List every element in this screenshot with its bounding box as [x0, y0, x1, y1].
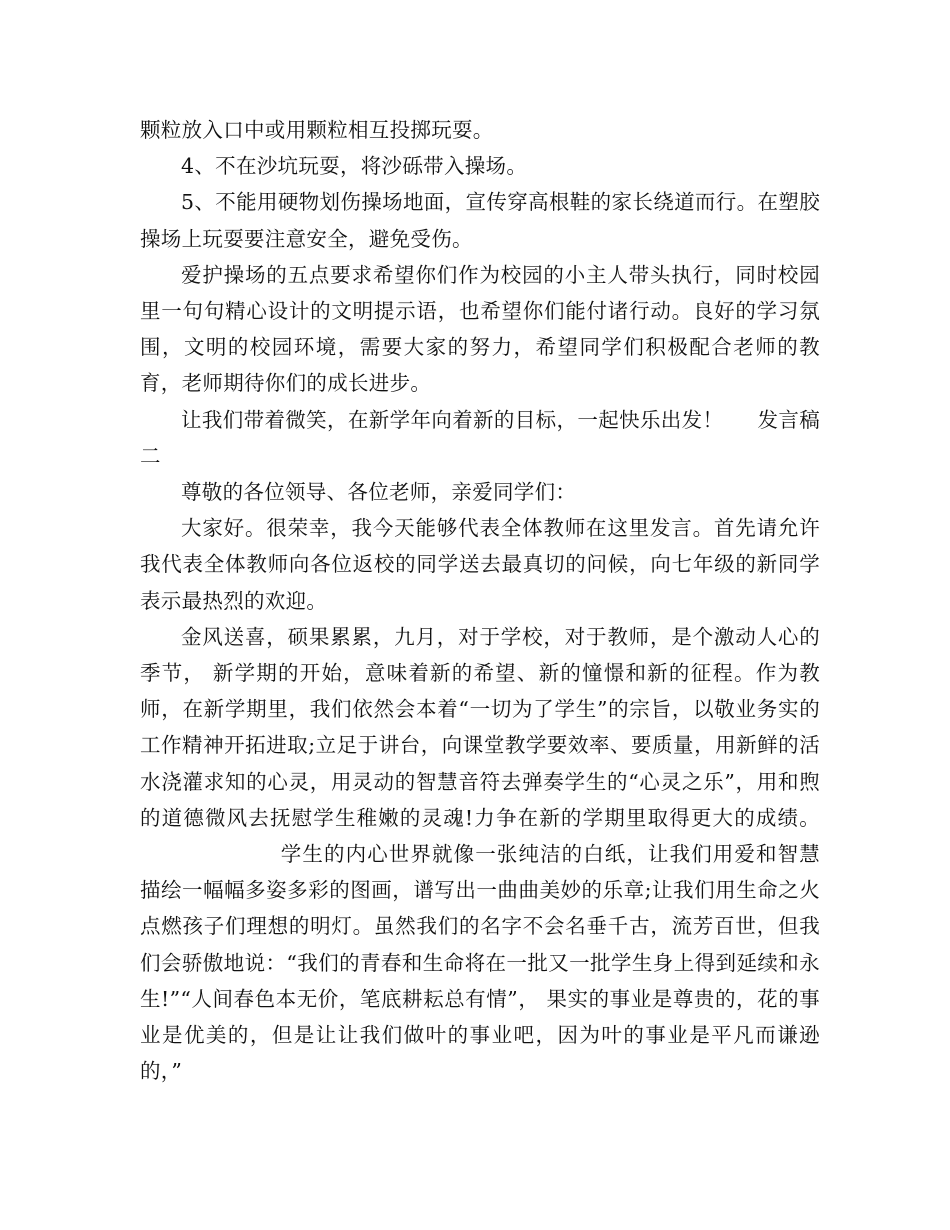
- paragraph-7: 大家好。很荣幸，我今天能够代表全体教师在这里发言。首先请允许我代表全体教师向各位返校的同学送去最真切的问候，向七年级的新同学表示最热烈的欢迎。: [140, 516, 820, 613]
- paragraph-5: [140, 402, 820, 474]
- paragraph-5-text: 让我们带着微笑，在新学年向着新的目标，一起快乐出发！: [181, 407, 724, 432]
- paragraph-2: 4、不在沙坑玩耍，将沙砾带入操场。: [181, 154, 528, 179]
- section-heading-speech-two: 发言稿二: [140, 407, 820, 468]
- paragraph-1: 颗粒放入口中或用颗粒相互投掷玩耍。: [140, 118, 494, 142]
- document-body: [140, 112, 820, 1089]
- paragraph-8-text-b: 学生的内心世界就像一张纯洁的白纸，让我们用爱和智慧描绘一幅幅多姿多彩的图画，谱写出一曲曲美妙的乐章;让我们用生命之火点燃孩子们理想的明灯。虽然我们的名字不会名垂千古，流芳百世，但我们会骄傲地说：“我们的青春和生命将在一批又一批学生身上得到延续和永生!”“人间春色本无价，笔底耕耘总有情”， 果实的事业是尊贵的，花的事业是优美的，但是让让我们做叶的事业吧，因为叶的事业是平凡而谦逊的，”: [140, 842, 820, 1084]
- paragraph-8: [140, 619, 820, 1090]
- salutation: 尊敬的各位领导、各位老师，亲爱同学们：: [181, 480, 577, 505]
- paragraph-4: 爱护操场的五点要求希望你们作为校园的小主人带头执行，同时校园里一句句精心设计的文明提示语，也希望你们能付诸行动。良好的学习氛围，文明的校园环境，需要大家的努力，希望同学们积极配合老师的教育，老师期待你们的成长进步。: [140, 262, 820, 396]
- paragraph-8-text-a: 金风送喜，硕果累累，九月，对于学校，对于教师，是个激动人心的季节， 新学期的开始，意味着新的希望、新的憧憬和新的征程。作为教师，在新学期里，我们依然会本着“一切为了学生”的宗旨，以敬业务实的工作精神开拓进取;立足于讲台，向课堂教学要效率、要质量，用新鲜的活水浇灌求知的心灵，用灵动的智慧音符去弹奏学生的“心灵之乐”，用和煦的道德微风去抚慰学生稚嫩的灵魂!力争在新的学期里取得更大的成绩。: [140, 624, 820, 830]
- paragraph-3: 5、不能用硬物划伤操场地面，宣传穿高根鞋的家长绕道而行。在塑胶操场上玩耍要注意安全，避免受伤。: [140, 190, 820, 251]
